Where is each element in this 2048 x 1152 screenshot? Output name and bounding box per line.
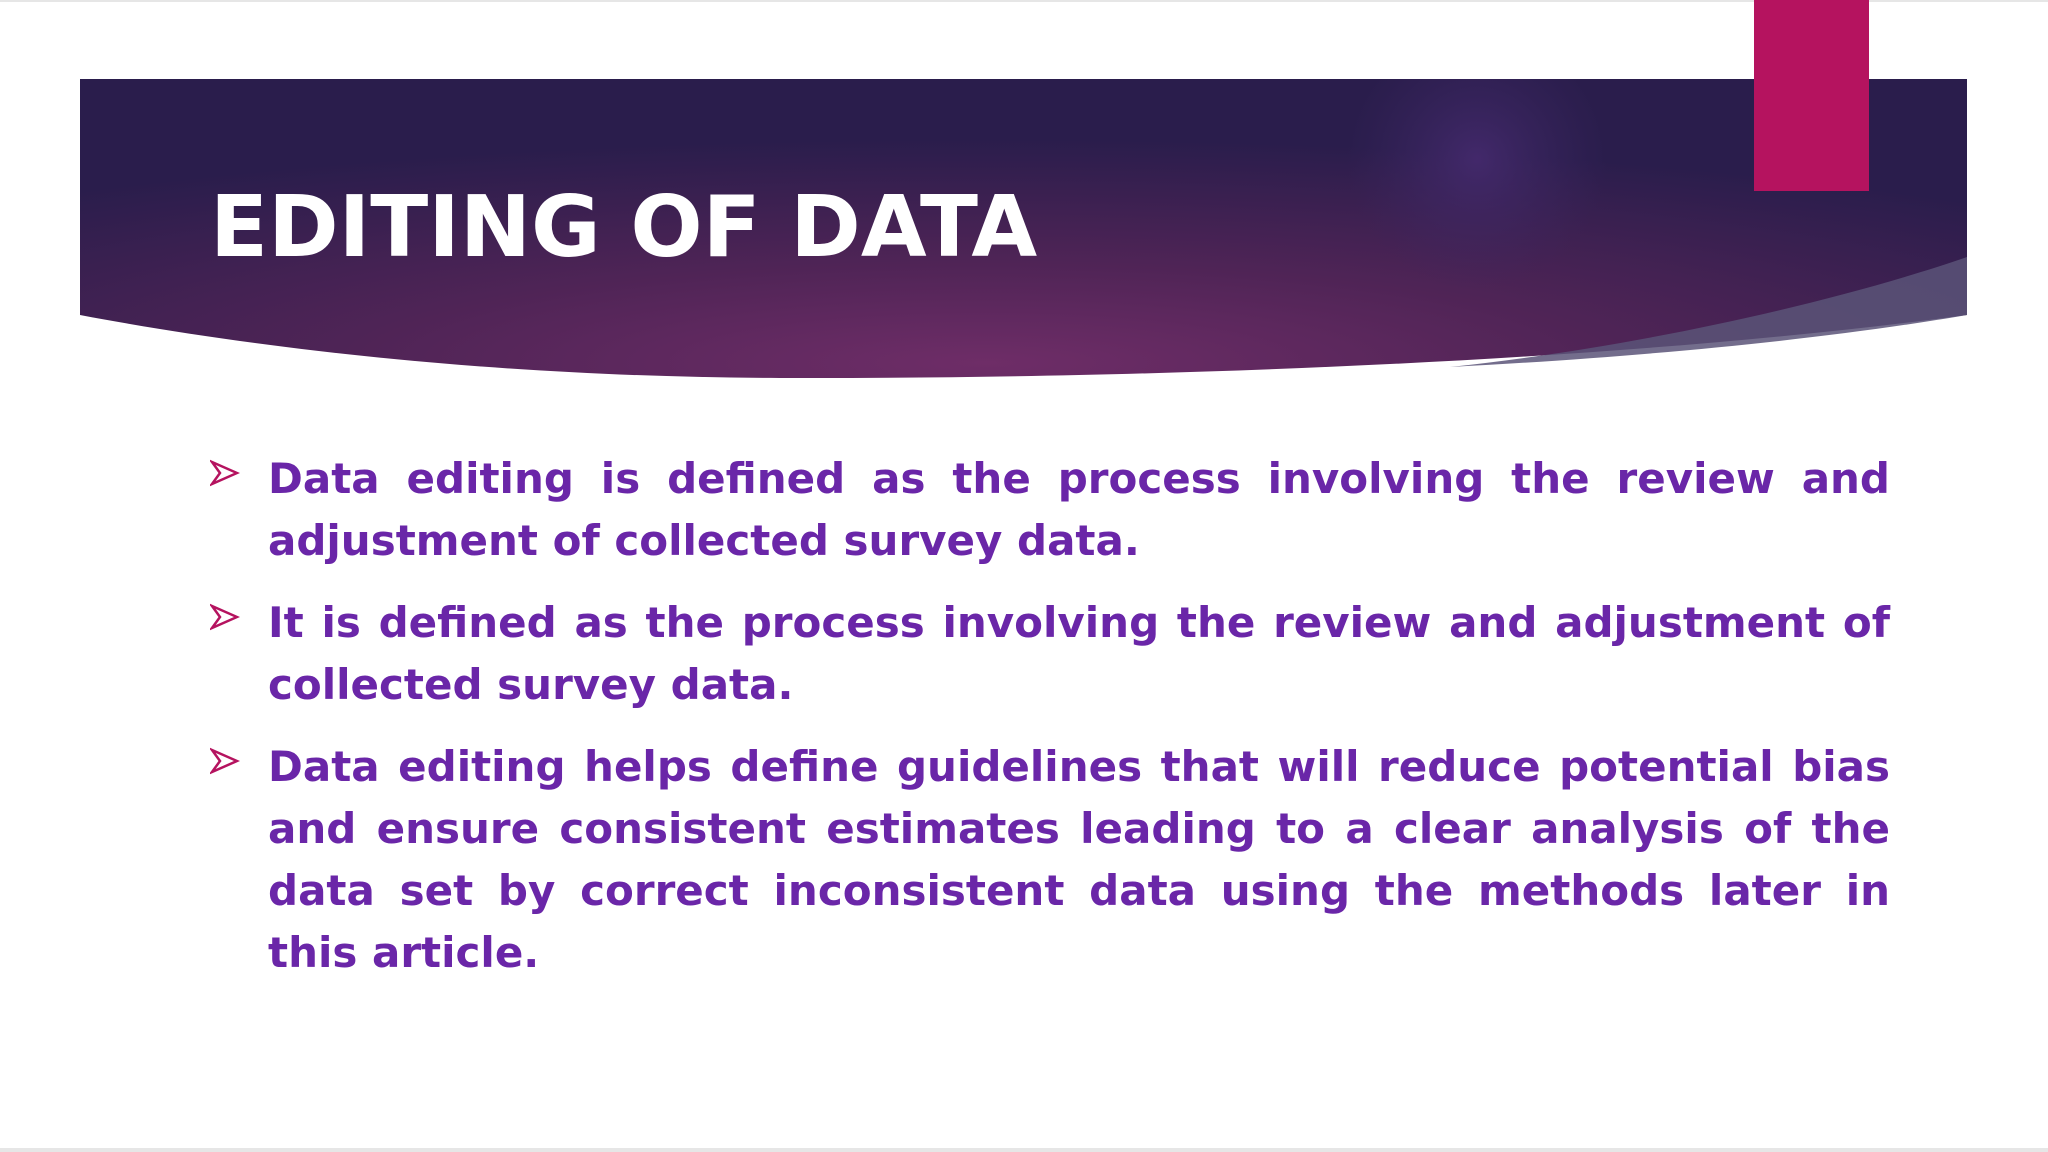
accent-tab [1754, 0, 1869, 191]
bullet-item [210, 592, 1890, 716]
arrowhead-bullet-icon [210, 458, 240, 488]
bullet-text: Data editing is defined as the process involving the review and adjustment of collected survey data. [268, 454, 1890, 565]
top-divider [0, 0, 2048, 2]
slide-title: EDITING OF DATA [210, 178, 1038, 277]
bullet-text: Data editing helps define guidelines that will reduce potential bias and ensure consistent estimates leading to a clear analysis of the data set by correct inconsistent data using the methods later in this article. [268, 742, 1890, 977]
bullet-list [210, 448, 1890, 1004]
bullet-item [210, 448, 1890, 572]
bullet-item [210, 736, 1890, 984]
arrowhead-bullet-icon [210, 746, 240, 776]
arrowhead-bullet-icon [210, 602, 240, 632]
bottom-divider [0, 1148, 2048, 1152]
bullet-text: It is defined as the process involving the review and adjustment of collected survey data. [268, 598, 1890, 709]
